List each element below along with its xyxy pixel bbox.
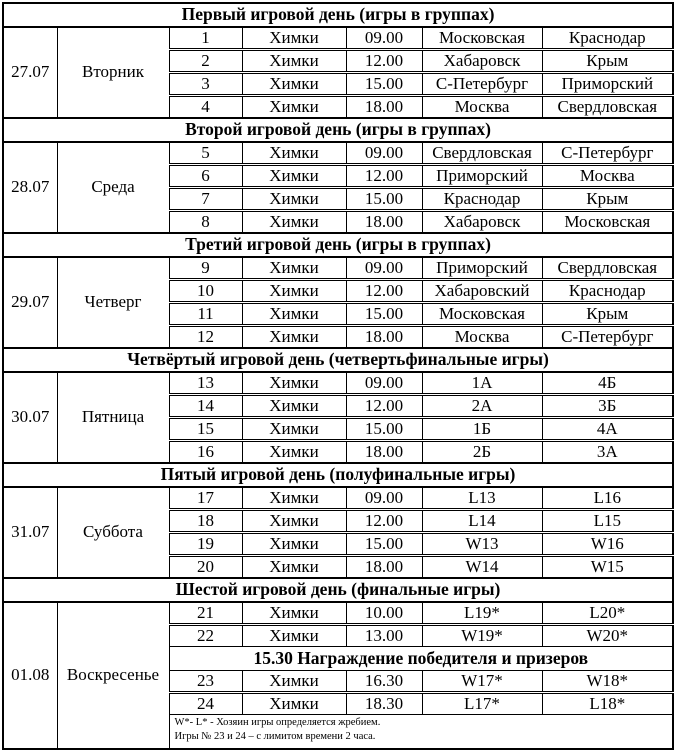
date-cell: 28.07 [3, 142, 57, 233]
team-a-cell: 2А [422, 395, 542, 418]
team-a-cell: L13 [422, 487, 542, 510]
game-number-cell: 15 [169, 418, 242, 441]
game-number-cell: 13 [169, 372, 242, 395]
game-number-cell: 21 [169, 602, 242, 625]
game-number-cell: 3 [169, 73, 242, 96]
time-cell: 18.30 [346, 693, 422, 715]
game-number-cell: 18 [169, 510, 242, 533]
team-a-cell: Московская [422, 303, 542, 326]
time-cell: 18.00 [346, 556, 422, 579]
team-b-cell: L16 [542, 487, 673, 510]
time-cell: 12.00 [346, 280, 422, 303]
team-b-cell: Московская [542, 211, 673, 234]
game-number-cell: 6 [169, 165, 242, 188]
date-cell: 31.07 [3, 487, 57, 578]
day-header-row [3, 233, 673, 257]
game-number-cell: 8 [169, 211, 242, 234]
venue-cell: Химки [242, 50, 346, 73]
team-b-cell: Приморский [542, 73, 673, 96]
venue-cell: Химки [242, 211, 346, 234]
game-row [3, 142, 673, 165]
team-b-cell: W18* [542, 671, 673, 693]
time-cell: 16.30 [346, 671, 422, 693]
footnote-line-2: Игры № 23 и 24 – с лимитом времени 2 часа. [174, 730, 376, 742]
game-row [3, 27, 673, 50]
team-a-cell: Московская [422, 27, 542, 50]
venue-cell: Химки [242, 372, 346, 395]
day-title: Третий игровой день (игры в группах) [3, 233, 673, 257]
venue-cell: Химки [242, 533, 346, 556]
venue-cell: Химки [242, 142, 346, 165]
game-row [3, 602, 673, 625]
venue-cell: Химки [242, 510, 346, 533]
game-number-cell: 23 [169, 671, 242, 693]
venue-cell: Химки [242, 395, 346, 418]
team-a-cell: Москва [422, 326, 542, 349]
time-cell: 18.00 [346, 441, 422, 464]
team-b-cell: 3Б [542, 395, 673, 418]
team-b-cell: С-Петербург [542, 326, 673, 349]
day-title: Пятый игровой день (полуфинальные игры) [3, 463, 673, 487]
game-number-cell: 20 [169, 556, 242, 579]
weekday-cell: Суббота [57, 487, 169, 578]
game-number-cell: 24 [169, 693, 242, 715]
day-header-row [3, 348, 673, 372]
venue-cell: Химки [242, 487, 346, 510]
game-number-cell: 17 [169, 487, 242, 510]
time-cell: 13.00 [346, 625, 422, 647]
venue-cell: Химки [242, 693, 346, 715]
venue-cell: Химки [242, 27, 346, 50]
time-cell: 15.00 [346, 418, 422, 441]
tournament-schedule-table [2, 2, 674, 750]
day-title: Шестой игровой день (финальные игры) [3, 578, 673, 602]
date-cell: 01.08 [3, 602, 57, 749]
date-cell: 29.07 [3, 257, 57, 348]
time-cell: 09.00 [346, 372, 422, 395]
team-b-cell: 4А [542, 418, 673, 441]
time-cell: 09.00 [346, 257, 422, 280]
weekday-cell: Пятница [57, 372, 169, 463]
team-a-cell: W17* [422, 671, 542, 693]
game-number-cell: 7 [169, 188, 242, 211]
game-number-cell: 11 [169, 303, 242, 326]
day-title: Первый игровой день (игры в группах) [3, 3, 673, 27]
team-b-cell: Москва [542, 165, 673, 188]
venue-cell: Химки [242, 165, 346, 188]
team-a-cell: L14 [422, 510, 542, 533]
team-a-cell: Хабаровск [422, 50, 542, 73]
day-title: Второй игровой день (игры в группах) [3, 118, 673, 142]
game-number-cell: 10 [169, 280, 242, 303]
day-header-row [3, 463, 673, 487]
time-cell: 18.00 [346, 96, 422, 119]
venue-cell: Химки [242, 556, 346, 579]
time-cell: 09.00 [346, 487, 422, 510]
team-a-cell: Краснодар [422, 188, 542, 211]
game-number-cell: 22 [169, 625, 242, 647]
team-b-cell: Краснодар [542, 27, 673, 50]
team-a-cell: Приморский [422, 165, 542, 188]
game-number-cell: 9 [169, 257, 242, 280]
time-cell: 15.00 [346, 533, 422, 556]
game-number-cell: 2 [169, 50, 242, 73]
team-a-cell: Хабаровск [422, 211, 542, 234]
time-cell: 15.00 [346, 188, 422, 211]
team-b-cell: Крым [542, 303, 673, 326]
date-cell: 27.07 [3, 27, 57, 118]
team-b-cell: L20* [542, 602, 673, 625]
team-a-cell: L17* [422, 693, 542, 715]
venue-cell: Химки [242, 418, 346, 441]
time-cell: 15.00 [346, 73, 422, 96]
footnote-line-1: W*- L* - Хозяин игры определяется жребием. [174, 717, 381, 728]
day-header-row [3, 118, 673, 142]
weekday-cell: Воскресенье [57, 602, 169, 749]
game-number-cell: 16 [169, 441, 242, 464]
game-number-cell: 4 [169, 96, 242, 119]
team-a-cell: W13 [422, 533, 542, 556]
time-cell: 12.00 [346, 395, 422, 418]
venue-cell: Химки [242, 280, 346, 303]
game-row [3, 372, 673, 395]
weekday-cell: Четверг [57, 257, 169, 348]
team-a-cell: 1А [422, 372, 542, 395]
time-cell: 12.00 [346, 50, 422, 73]
venue-cell: Химки [242, 96, 346, 119]
game-row [3, 487, 673, 510]
time-cell: 09.00 [346, 27, 422, 50]
team-b-cell: Свердловская [542, 96, 673, 119]
time-cell: 10.00 [346, 602, 422, 625]
team-b-cell: Краснодар [542, 280, 673, 303]
team-a-cell: С-Петербург [422, 73, 542, 96]
team-b-cell: Крым [542, 50, 673, 73]
day-header-row [3, 578, 673, 602]
team-a-cell: Хабаровский [422, 280, 542, 303]
team-b-cell: С-Петербург [542, 142, 673, 165]
game-number-cell: 12 [169, 326, 242, 349]
team-a-cell: Приморский [422, 257, 542, 280]
team-a-cell: W14 [422, 556, 542, 579]
venue-cell: Химки [242, 602, 346, 625]
team-b-cell: Свердловская [542, 257, 673, 280]
team-b-cell: W15 [542, 556, 673, 579]
venue-cell: Химки [242, 257, 346, 280]
time-cell: 09.00 [346, 142, 422, 165]
venue-cell: Химки [242, 73, 346, 96]
time-cell: 18.00 [346, 211, 422, 234]
day-title: Четвёртый игровой день (четвертьфинальные игры) [3, 348, 673, 372]
team-b-cell: L18* [542, 693, 673, 715]
venue-cell: Химки [242, 303, 346, 326]
weekday-cell: Вторник [57, 27, 169, 118]
team-b-cell: L15 [542, 510, 673, 533]
footnote-cell [169, 715, 673, 750]
team-a-cell: 2Б [422, 441, 542, 464]
venue-cell: Химки [242, 188, 346, 211]
team-b-cell: W16 [542, 533, 673, 556]
game-row [3, 257, 673, 280]
team-b-cell: Крым [542, 188, 673, 211]
venue-cell: Химки [242, 671, 346, 693]
game-number-cell: 1 [169, 27, 242, 50]
weekday-cell: Среда [57, 142, 169, 233]
game-number-cell: 14 [169, 395, 242, 418]
team-a-cell: 1Б [422, 418, 542, 441]
game-number-cell: 5 [169, 142, 242, 165]
time-cell: 18.00 [346, 326, 422, 349]
game-number-cell: 19 [169, 533, 242, 556]
venue-cell: Химки [242, 625, 346, 647]
team-a-cell: Москва [422, 96, 542, 119]
team-a-cell: W19* [422, 625, 542, 647]
team-a-cell: L19* [422, 602, 542, 625]
day-header-row [3, 3, 673, 27]
team-a-cell: Свердловская [422, 142, 542, 165]
venue-cell: Химки [242, 441, 346, 464]
team-b-cell: 4Б [542, 372, 673, 395]
venue-cell: Химки [242, 326, 346, 349]
team-b-cell: W20* [542, 625, 673, 647]
time-cell: 12.00 [346, 165, 422, 188]
award-ceremony-label: 15.30 Награждение победителя и призеров [169, 647, 673, 671]
time-cell: 15.00 [346, 303, 422, 326]
time-cell: 12.00 [346, 510, 422, 533]
date-cell: 30.07 [3, 372, 57, 463]
team-b-cell: 3А [542, 441, 673, 464]
